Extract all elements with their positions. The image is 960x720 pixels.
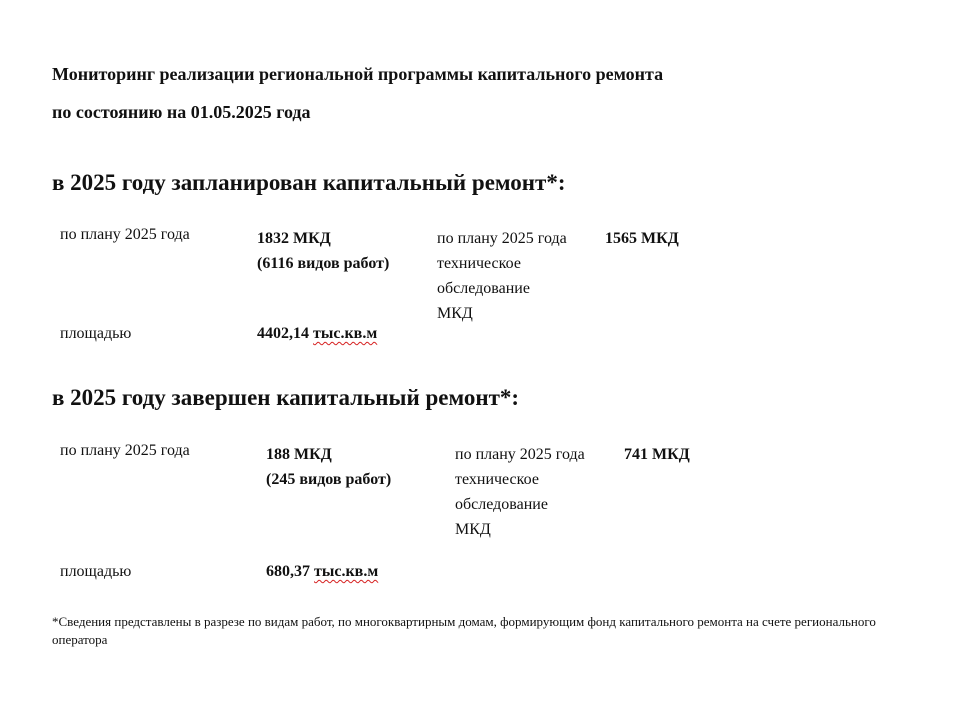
completed-survey-label-line: техническое <box>455 471 539 488</box>
planned-mkd-count: 1832 МКД <box>257 230 331 247</box>
page-subtitle-date: по состоянию на 01.05.2025 года <box>52 102 311 122</box>
planned-area-unit: тыс.кв.м <box>313 325 378 342</box>
completed-survey-label-line: обследование <box>455 496 548 513</box>
completed-plan-label: по плану 2025 года <box>60 442 190 459</box>
planned-survey-label <box>437 226 567 326</box>
planned-heading: в 2025 году запланирован капитальный ремонт*: <box>52 170 566 195</box>
footnote: *Сведения представлены в разрезе по видам работ, по многоквартирным домам, формирующим фонд капитального ремонта на счете регионального оператора <box>52 614 876 647</box>
completed-works-count: (245 видов работ) <box>266 471 392 488</box>
completed-mkd-count: 188 МКД <box>266 446 332 463</box>
planned-area-number: 4402,14 <box>257 325 309 342</box>
completed-survey-label <box>455 442 585 542</box>
page-title: Мониторинг реализации региональной программы капитального ремонта <box>52 64 664 84</box>
planned-survey-count: 1565 МКД <box>605 230 679 247</box>
completed-area-number: 680,37 <box>266 563 310 580</box>
completed-survey-label-line: МКД <box>455 521 491 538</box>
completed-area-unit: тыс.кв.м <box>314 563 379 580</box>
completed-survey-count: 741 МКД <box>624 446 690 463</box>
completed-area-label: площадью <box>60 563 132 580</box>
planned-survey-label-line: МКД <box>437 305 473 322</box>
planned-survey-label-line: техническое <box>437 255 521 272</box>
planned-survey-label-line: по плану 2025 года <box>437 230 567 247</box>
completed-area-value <box>266 559 378 584</box>
planned-survey-label-line: обследование <box>437 280 530 297</box>
completed-survey-label-line: по плану 2025 года <box>455 446 585 463</box>
planned-plan-label: по плану 2025 года <box>60 226 190 243</box>
planned-area-value <box>257 321 377 346</box>
planned-works-count: (6116 видов работ) <box>257 255 390 272</box>
completed-heading: в 2025 году завершен капитальный ремонт*: <box>52 385 520 410</box>
planned-area-label: площадью <box>60 325 132 342</box>
